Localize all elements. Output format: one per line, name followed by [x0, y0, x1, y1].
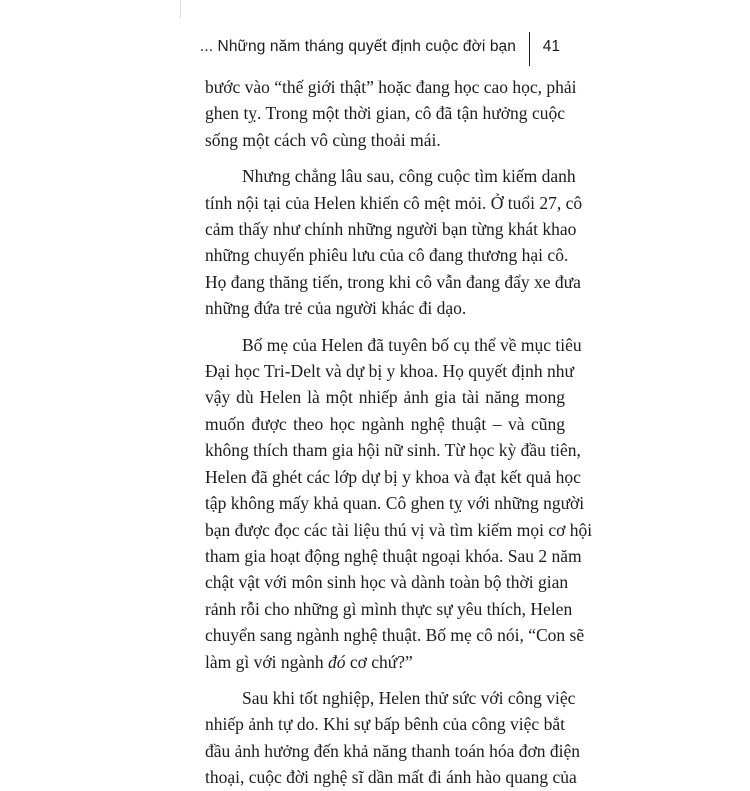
- text-line: bước vào “thế giới thật” hoặc đang học cao học, phải: [205, 77, 577, 97]
- text-line: bạn được đọc các tài liệu thú vị và tìm kiếm mọi cơ hội: [205, 519, 593, 540]
- header-divider: [529, 32, 531, 66]
- text-line: nhiếp ảnh tự do. Khi sự bấp bênh của công việc bắt: [205, 714, 565, 735]
- text-line: tập không mấy khả quan. Cô ghen tỵ với những người: [205, 493, 585, 514]
- text-line: tính nội tại của Helen khiến cô mệt mỏi. Ở tuổi 27, cô: [205, 192, 583, 213]
- paragraph-gap: [205, 322, 565, 332]
- text-line: Sau khi tốt nghiệp, Helen thử sức với công việc: [242, 687, 576, 708]
- emphasized-word: đó: [328, 651, 346, 672]
- paragraph: [205, 685, 580, 791]
- text-line: Bố mẹ của Helen đã tuyên bố cụ thể về mục tiêu: [242, 334, 582, 355]
- text-line: muốn được theo học ngành nghệ thuật – và cũng: [205, 413, 565, 434]
- page-edge-line: [180, 0, 181, 18]
- text-line: những chuyến phiêu lưu của cô đang thương hại cô.: [205, 245, 569, 266]
- text-line: những đứa trẻ của người khác đi dạo.: [205, 298, 467, 319]
- text-line: chuyển sang ngành nghệ thuật. Bố mẹ cô nói, “Con sẽ: [205, 625, 585, 646]
- text-line: đầu ảnh hưởng đến khả năng thanh toán hóa đơn điện: [205, 740, 580, 761]
- body-text: [205, 74, 593, 791]
- text-line: Helen đã ghét các lớp dự bị y khoa và đạt kết quả học: [205, 466, 581, 487]
- text-segment: cơ chứ?”: [345, 651, 413, 672]
- page-number: 41: [542, 38, 560, 55]
- text-line: vậy dù Helen là một nhiếp ảnh gia tài năng mong: [205, 387, 565, 408]
- paragraph-gap: [205, 675, 565, 685]
- paragraph: [205, 74, 577, 153]
- text-line: chật vật với môn sinh học và dành toàn bộ thời gian: [205, 572, 569, 593]
- text-line: ghen tỵ. Trong một thời gian, cô đã tận hưởng cuộc: [205, 103, 565, 124]
- paragraph: [205, 332, 593, 675]
- running-title: ... Những năm tháng quyết định cuộc đời bạn: [199, 38, 516, 55]
- text-line: Đại học Tri-Delt và dự bị y khoa. Họ quyết định như: [205, 361, 574, 382]
- paragraph: [205, 163, 583, 321]
- text-line: không thích tham gia hội nữ sinh. Từ học kỳ đầu tiên,: [205, 440, 581, 461]
- text-line: Họ đang thăng tiến, trong khi cô vẫn đang đẩy xe đưa: [205, 271, 581, 292]
- text-line: cảm thấy như chính những người bạn từng khát khao: [205, 219, 577, 240]
- text-line: thoại, cuộc đời nghệ sĩ dần mất đi ánh hào quang của: [205, 767, 577, 788]
- paragraph-gap: [205, 153, 565, 163]
- text-line: rảnh rỗi cho những gì mình thực sự yêu thích, Helen: [205, 598, 573, 619]
- text-line: [205, 649, 565, 675]
- text-segment: làm gì với ngành: [205, 651, 328, 672]
- text-line: sống một cách vô cùng thoải mái.: [205, 129, 441, 150]
- page-header: [200, 36, 560, 64]
- text-line: tham gia hoạt động nghệ thuật ngoại khóa. Sau 2 năm: [205, 545, 582, 566]
- text-line: Nhưng chẳng lâu sau, công cuộc tìm kiếm danh: [242, 166, 576, 187]
